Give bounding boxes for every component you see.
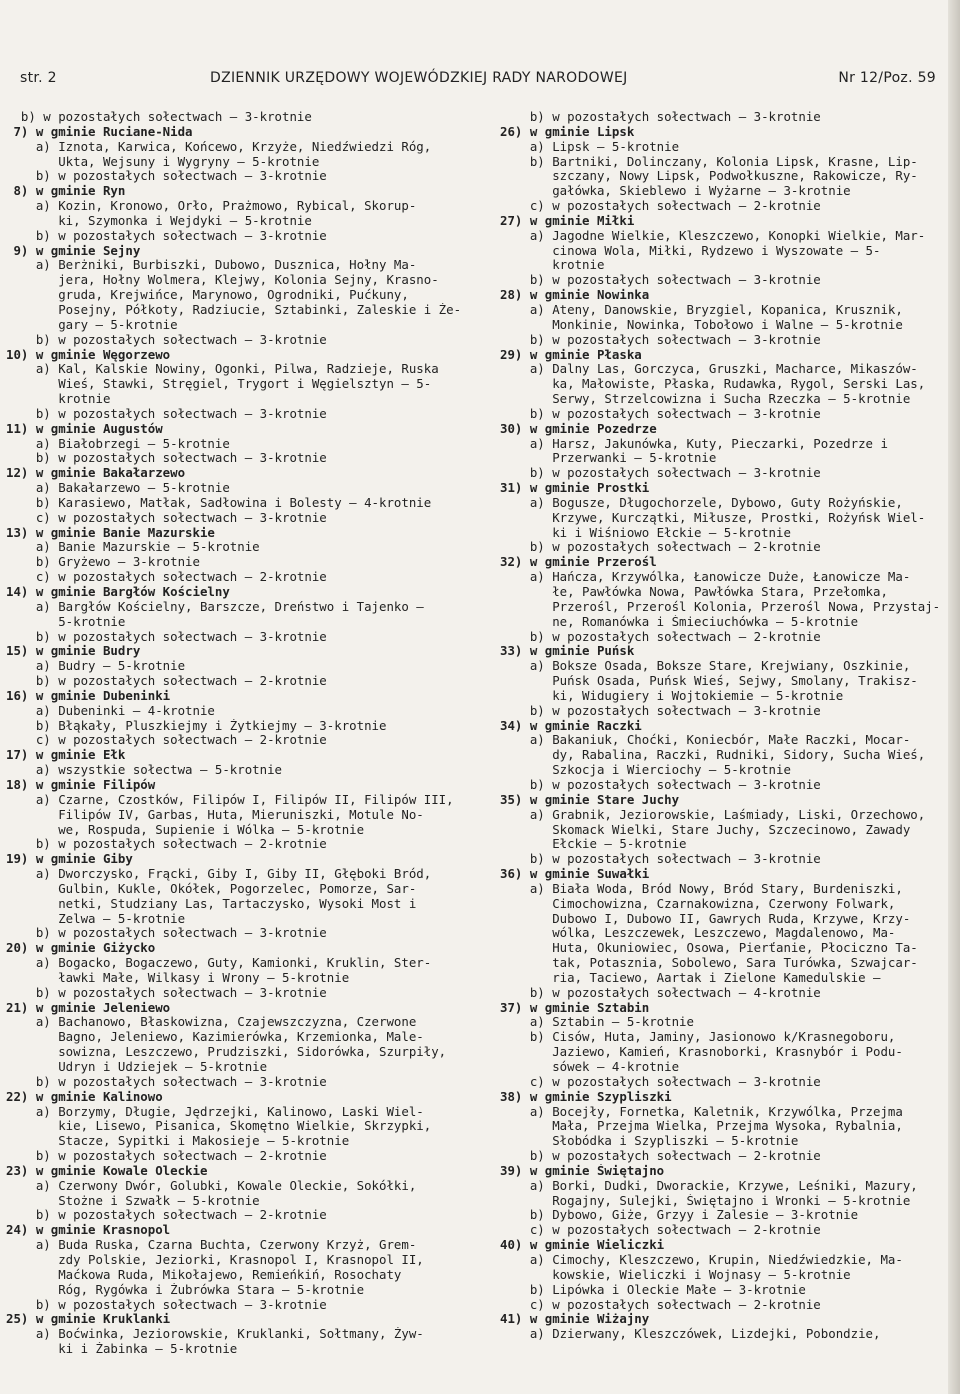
text-line: Monkinie, Nowinka, Tobołowo i Walne — 5-krotnie <box>500 317 903 332</box>
text-line: 31) w gminie Prostki <box>500 481 650 496</box>
text-line: b) w pozostałych sołectwach — 3-krotnie <box>6 1074 327 1089</box>
text-line: 41) w gminie Wiżajny <box>500 1312 650 1327</box>
text-line: a) Boćwinka, Jeziorowskie, Kruklanki, Sołtmany, Żyw- <box>6 1327 424 1342</box>
text-line: ławki Małe, Wilkasy i Wrony — 5-krotnie <box>6 970 350 985</box>
text-line: 34) w gminie Raczki <box>500 718 642 733</box>
text-line: c) w pozostałych sołectwach — 2-krotnie <box>500 1297 821 1312</box>
text-line: dy, Rabalina, Raczki, Rudniki, Sidory, Sucha Wieś, <box>500 748 926 763</box>
text-line: 35) w gminie Stare Juchy <box>500 792 680 807</box>
text-line: b) w pozostałych sołectwach — 3-krotnie <box>6 228 327 243</box>
text-line: c) w pozostałych sołectwach — 2-krotnie <box>6 733 327 748</box>
text-line: Dubowo I, Dubowo II, Gawrych Ruda, Krzywe, Krzy- <box>500 911 911 926</box>
text-line: a) wszystkie sołectwa — 5-krotnie <box>6 763 283 778</box>
page-number: str. 2 <box>20 70 57 86</box>
text-line: 15) w gminie Budry <box>6 644 141 659</box>
text-line: Przerośl, Przerośl Kolonia, Przerośl Nowa, Przystaj- <box>500 599 940 614</box>
text-line: krotnie <box>500 258 605 273</box>
text-line: b) w pozostałych sołectwach — 3-krotnie <box>6 1297 327 1312</box>
text-line: a) Boksze Osada, Boksze Stare, Krejwiany, Oszkinie, <box>500 659 911 674</box>
text-line: b) Lipówka i Oleckie Małe — 3-krotnie <box>500 1282 806 1297</box>
text-line: 17) w gminie Ełk <box>6 748 126 763</box>
text-line: 7) w gminie Ruciane-Nida <box>6 124 193 139</box>
text-line: 38) w gminie Szypliszki <box>500 1089 672 1104</box>
text-line: c) w pozostałych sołectwach — 2-krotnie <box>500 199 821 214</box>
text-line: b) w pozostałych sołectwach — 2-krotnie <box>6 674 327 689</box>
text-line: 29) w gminie Płaska <box>500 347 642 362</box>
text-line: 33) w gminie Puńsk <box>500 644 635 659</box>
text-line: 13) w gminie Banie Mazurskie <box>6 525 215 540</box>
text-line: kie, Lisewo, Pisanica, Skomętno Wielkie, Skrzypki, <box>6 1119 432 1134</box>
text-line: Przerwanki — 5-krotnie <box>500 451 717 466</box>
text-line: a) Cimochy, Kleszczewo, Krupin, Niedźwiedzkie, Ma- <box>500 1252 903 1267</box>
text-line: 39) w gminie Świętajno <box>500 1163 665 1178</box>
text-line: b) w pozostałych sołectwach — 2-krotnie <box>500 629 821 644</box>
text-line: a) Czarne, Czostków, Filipów I, Filipów II, Filipów III, <box>6 792 454 807</box>
text-line: 18) w gminie Filipów <box>6 777 156 792</box>
text-line: ria, Taciewo, Aartak i Zielone Kamedulskie — <box>500 970 881 985</box>
text-line: ki, Szymonka i Wejdyki — 5-krotnie <box>6 213 312 228</box>
text-line: Szkocja i Wierciochy — 5-krotnie <box>500 763 791 778</box>
text-line: b) w pozostałych sołectwach — 3-krotnie <box>6 169 327 184</box>
text-line: 16) w gminie Dubeninki <box>6 688 171 703</box>
text-line: ki, Widugiery i Wojtokiemie — 5-krotnie <box>500 688 844 703</box>
text-line: 24) w gminie Krasnopol <box>6 1223 171 1238</box>
text-line: a) Czerwony Dwór, Golubki, Kowale Oleckie, Sokółki, <box>6 1178 417 1193</box>
text-line: gary — 5-krotnie <box>6 317 178 332</box>
text-line: b) w pozostałych sołectwach — 4-krotnie <box>500 985 821 1000</box>
text-line: c) w pozostałych sołectwach — 2-krotnie <box>6 570 327 585</box>
text-line: ki i Wiśniowo Ełckie — 5-krotnie <box>500 525 791 540</box>
text-line: b) Dybowo, Giże, Grzyy i Zalesie — 3-krotnie <box>500 1208 859 1223</box>
text-line: 40) w gminie Wieliczki <box>500 1238 665 1253</box>
text-line: b) w pozostałych sołectwach — 2-krotnie <box>6 1149 327 1164</box>
text-line: Bagno, Jeleniewo, Kazimierówka, Krzemionka, Male- <box>6 1030 424 1045</box>
text-line: 12) w gminie Bakałarzewo <box>6 466 186 481</box>
text-line: a) Dworczysko, Frącki, Giby I, Giby II, Głęboki Bród, <box>6 867 432 882</box>
text-line: b) Cisów, Huta, Jaminy, Jasionowo k/Krasnegoboru, <box>500 1030 896 1045</box>
text-line: Wieś, Stawki, Stręgiel, Trygort i Węgielsztyn — 5- <box>6 377 432 392</box>
journal-title: DZIENNIK URZĘDOWY WOJEWÓDZKIEJ RADY NARODOWEJ <box>210 70 628 86</box>
text-line: a) Banie Mazurskie — 5-krotnie <box>6 540 260 555</box>
text-line: 37) w gminie Sztabin <box>500 1000 650 1015</box>
text-line: b) w pozostałych sołectwach — 3-krotnie <box>6 332 327 347</box>
text-line: Maćkowa Ruda, Mikołajewo, Remieńkiń, Rosochaty <box>6 1267 402 1282</box>
text-line: Stacze, Sypitki i Makosieje — 5-krotnie <box>6 1134 350 1149</box>
text-line: a) Bargłów Kościelny, Barszcze, Dreństwo i Tajenko — <box>6 599 424 614</box>
text-line: b) w pozostałych sołectwach — 2-krotnie <box>6 837 327 852</box>
text-line: Serwy, Strzelcowizna i Sucha Rzeczka — 5-krotnie <box>500 392 911 407</box>
text-line: zdy Polskie, Jeziorki, Krasnopol I, Krasnopol II, <box>6 1252 424 1267</box>
text-line: a) Kozin, Kronowo, Orło, Prażmowo, Rybical, Skorup- <box>6 199 417 214</box>
text-line: gruda, Krejwińce, Marynowo, Ogrodniki, Pućkuny, <box>6 288 409 303</box>
text-line: we, Rospuda, Supienie i Wólka — 5-krotnie <box>6 822 365 837</box>
text-line: 32) w gminie Przerośl <box>500 555 657 570</box>
text-line: a) Hańcza, Krzywólka, Łanowicze Duże, Łanowicze Ma- <box>500 570 911 585</box>
text-line: jera, Hołny Wolmera, Klejwy, Kolonia Sejny, Krasno- <box>6 273 439 288</box>
text-line: 10) w gminie Węgorzewo <box>6 347 171 362</box>
text-line: b) w pozostałych sołectwach — 3-krotnie <box>6 629 327 644</box>
text-line: szczany, Nowy Lipsk, Podwołkuszne, Rakowicze, Ry- <box>500 169 918 184</box>
text-line: Krzywe, Kurczątki, Miłusze, Prostki, Rożyńsk Wiel- <box>500 510 926 525</box>
text-line: b) Błąkały, Pluszkiejmy i Żytkiejmy — 3-krotnie <box>6 718 387 733</box>
text-line: 22) w gminie Kalinowo <box>6 1089 163 1104</box>
text-line: a) Ateny, Danowskie, Bryzgiel, Kopanica, Krusznik, <box>500 302 903 317</box>
text-line: b) w pozostałych sołectwach — 3-krotnie <box>500 273 821 288</box>
text-line: b) w pozostałych sołectwach — 3-krotnie <box>6 926 327 941</box>
text-line: Ełckie — 5-krotnie <box>500 837 687 852</box>
page-header <box>20 70 936 92</box>
text-line: tak, Potasznia, Sobolewo, Sara Turówka, Szwajcar- <box>500 956 918 971</box>
text-line: sowizna, Leszczewo, Prudziszki, Sidorówka, Szurpiły, <box>6 1045 447 1060</box>
text-line: sówek — 4-krotnie <box>500 1060 680 1074</box>
text-line: ki i Żabinka — 5-krotnie <box>6 1342 238 1357</box>
text-line: b) w pozostałych sołectwach — 3-krotnie <box>500 332 821 347</box>
text-line: krotnie <box>6 392 111 407</box>
text-line: a) Biała Woda, Bród Nowy, Bród Stary, Burdeniszki, <box>500 881 903 896</box>
text-line: Udryn i Udziejek — 5-krotnie <box>6 1060 268 1074</box>
text-line: b) w pozostałych sołectwach — 2-krotnie <box>500 540 821 555</box>
text-line: b) w pozostałych sołectwach — 3-krotnie <box>500 852 821 867</box>
text-line: a) Iznota, Karwica, Końcewo, Krzyże, Niedźwiedzi Róg, <box>6 139 432 154</box>
text-line: Mała, Przejma Wielka, Przejma Wysoka, Rybalnia, <box>500 1119 903 1134</box>
issue-number: Nr 12/Poz. 59 <box>838 70 936 86</box>
text-line: a) Białobrzegi — 5-krotnie <box>6 436 230 451</box>
text-line: 20) w gminie Giżycko <box>6 941 156 956</box>
left-column <box>6 110 476 1357</box>
text-line: a) Dzierwany, Kleszczówek, Lizdejki, Pobondzie, <box>500 1327 881 1342</box>
text-line: Róg, Rygówka i Żubrówka Stara — 5-krotnie <box>6 1282 365 1297</box>
text-line: Rogajny, Sulejki, Świętajno i Wronki — 5-krotnie <box>500 1193 911 1208</box>
text-line: 8) w gminie Ryn <box>6 184 126 199</box>
text-line: ne, Romanówka i Śmieciuchówka — 5-krotnie <box>500 614 859 629</box>
text-line: Słobódka i Szypliszki — 5-krotnie <box>500 1134 799 1149</box>
text-line: a) Borki, Dudki, Dworackie, Krzywe, Leśniki, Mazury, <box>500 1178 918 1193</box>
right-column <box>500 110 940 1342</box>
text-line: 5-krotnie <box>6 614 126 629</box>
text-line: łe, Pawłówka Nowa, Pawłówka Stara, Przełomka, <box>500 585 888 599</box>
text-line: Skomack Wielki, Stare Juchy, Szczecinowo, Zawady <box>500 822 911 837</box>
text-line: gałówka, Skieblewo i Wyżarne — 3-krotnie <box>500 184 851 199</box>
text-line: c) w pozostałych sołectwach — 3-krotnie <box>500 1074 821 1089</box>
text-line: a) Bogacko, Bogaczewo, Guty, Kamionki, Kruklin, Ster- <box>6 956 432 971</box>
text-line: b) w pozostałych sołectwach — 3-krotnie <box>500 406 821 421</box>
text-line: wólka, Leszczewek, Leszczewo, Magdalenowo, Ma- <box>500 926 896 941</box>
text-line: a) Kal, Kalskie Nowiny, Ogonki, Pilwa, Radzieje, Ruska <box>6 362 439 377</box>
text-line: a) Dalny Las, Gorczyca, Gruszki, Macharce, Mikaszów- <box>500 362 918 377</box>
text-line: b) w pozostałych sołectwach — 3-krotnie <box>500 703 821 718</box>
text-line: Huta, Okuniowiec, Osowa, Pierťanie, Płociczno Ta- <box>500 941 918 956</box>
text-line: b) w pozostałych sołectwach — 3-krotnie <box>500 110 821 124</box>
text-line: a) Harsz, Jakunówka, Kuty, Pieczarki, Pozedrze i <box>500 436 888 451</box>
text-line: ka, Małowiste, Płaska, Rudawka, Rygol, Serski Las, <box>500 377 926 392</box>
text-line: a) Bakaniuk, Choćki, Koniecbór, Małe Raczki, Mocar- <box>500 733 911 748</box>
text-line: a) Bakałarzewo — 5-krotnie <box>6 481 230 496</box>
text-line: Stożne i Szwałk — 5-krotnie <box>6 1193 260 1208</box>
text-line: kowskie, Wieliczki i Wojnasy — 5-krotnie <box>500 1267 851 1282</box>
text-line: b) w pozostałych sołectwach — 3-krotnie <box>6 406 327 421</box>
text-line: b) w pozostałych sołectwach — 3-krotnie <box>500 777 821 792</box>
text-line: Posejny, Półkoty, Radziucie, Sztabinki, Zaleskie i Że- <box>6 302 462 317</box>
text-line: Cimochowizna, Czarnakowizna, Czerwony Folwark, <box>500 896 896 911</box>
text-line: a) Lipsk — 5-krotnie <box>500 139 680 154</box>
text-line: a) Berżniki, Burbiszki, Dubowo, Dusznica, Hołny Ma- <box>6 258 417 273</box>
text-line: 23) w gminie Kowale Oleckie <box>6 1163 208 1178</box>
text-line: 26) w gminie Lipsk <box>500 124 635 139</box>
text-line: b) Karasiewo, Matłak, Sadłowina i Bolesty — 4-krotnie <box>6 495 432 510</box>
text-line: c) w pozostałych sołectwach — 2-krotnie <box>500 1223 821 1238</box>
text-line: b) w pozostałych sołectwach — 3-krotnie <box>6 985 327 1000</box>
text-line: Jaziewo, Kamień, Krasnoborki, Krasnybór i Podu- <box>500 1045 903 1060</box>
text-line: 9) w gminie Sejny <box>6 243 141 258</box>
text-line: a) Bocejły, Fornetka, Kaletnik, Krzywólka, Przejma <box>500 1104 903 1119</box>
text-line: 28) w gminie Nowinka <box>500 288 650 303</box>
page-edge-shadow <box>948 0 960 1394</box>
text-line: cinowa Wola, Miłki, Rydzewo i Wyszowate — 5- <box>500 243 881 258</box>
text-line: b) Bartniki, Dolinczany, Kolonia Lipsk, Krasne, Lip- <box>500 154 918 169</box>
text-line: netki, Studziany Las, Tartaczysko, Wysoki Most i <box>6 896 417 911</box>
text-line: Gulbin, Kukle, Okółek, Pogorzelec, Pomorze, Sar- <box>6 881 417 896</box>
text-line: b) w pozostałych sołectwach — 2-krotnie <box>500 1149 821 1164</box>
text-line: b) w pozostałych sołectwach — 3-krotnie <box>500 466 821 481</box>
text-line: 25) w gminie Kruklanki <box>6 1312 171 1327</box>
text-line: Ukta, Wejsuny i Wygryny — 5-krotnie <box>6 154 320 169</box>
text-line: Zelwa — 5-krotnie <box>6 911 186 926</box>
text-line: 14) w gminie Bargłów Kościelny <box>6 585 230 599</box>
text-line: 21) w gminie Jeleniewo <box>6 1000 171 1015</box>
text-line: Filipów IV, Garbas, Huta, Mieruniszki, Motule No- <box>6 807 424 822</box>
text-line: b) w pozostałych sołectwach — 3-krotnie <box>6 110 312 124</box>
text-line: a) Sztabin — 5-krotnie <box>500 1015 694 1030</box>
text-line: a) Jagodne Wielkie, Kleszczewo, Konopki Wielkie, Mar- <box>500 228 926 243</box>
text-line: 19) w gminie Giby <box>6 852 133 867</box>
text-line: b) Gryżewo — 3-krotnie <box>6 555 200 570</box>
text-line: c) w pozostałych sołectwach — 3-krotnie <box>6 510 327 525</box>
text-line: b) w pozostałych sołectwach — 3-krotnie <box>6 451 327 466</box>
text-line: a) Bogusze, Długochorzele, Dybowo, Guty Rożyńskie, <box>500 495 903 510</box>
text-line: a) Budry — 5-krotnie <box>6 659 186 674</box>
text-line: b) w pozostałych sołectwach — 2-krotnie <box>6 1208 327 1223</box>
text-line: 27) w gminie Miłki <box>500 213 635 228</box>
text-line: a) Buda Ruska, Czarna Buchta, Czerwony Krzyż, Grem- <box>6 1238 417 1253</box>
text-line: 30) w gminie Pozedrze <box>500 421 657 436</box>
text-line: a) Borzymy, Długie, Jędrzejki, Kalinowo, Laski Wiel- <box>6 1104 424 1119</box>
text-line: a) Grabnik, Jeziorowskie, Laśmiady, Liski, Orzechowo, <box>500 807 926 822</box>
text-line: 11) w gminie Augustów <box>6 421 163 436</box>
text-line: a) Dubeninki — 4-krotnie <box>6 703 215 718</box>
text-line: a) Bachanowo, Błaskowizna, Czajewszczyzna, Czerwone <box>6 1015 417 1030</box>
text-line: 36) w gminie Suwałki <box>500 867 650 882</box>
text-line: Puńsk Osada, Puńsk Wieś, Sejwy, Smolany, Trakisz- <box>500 674 918 689</box>
